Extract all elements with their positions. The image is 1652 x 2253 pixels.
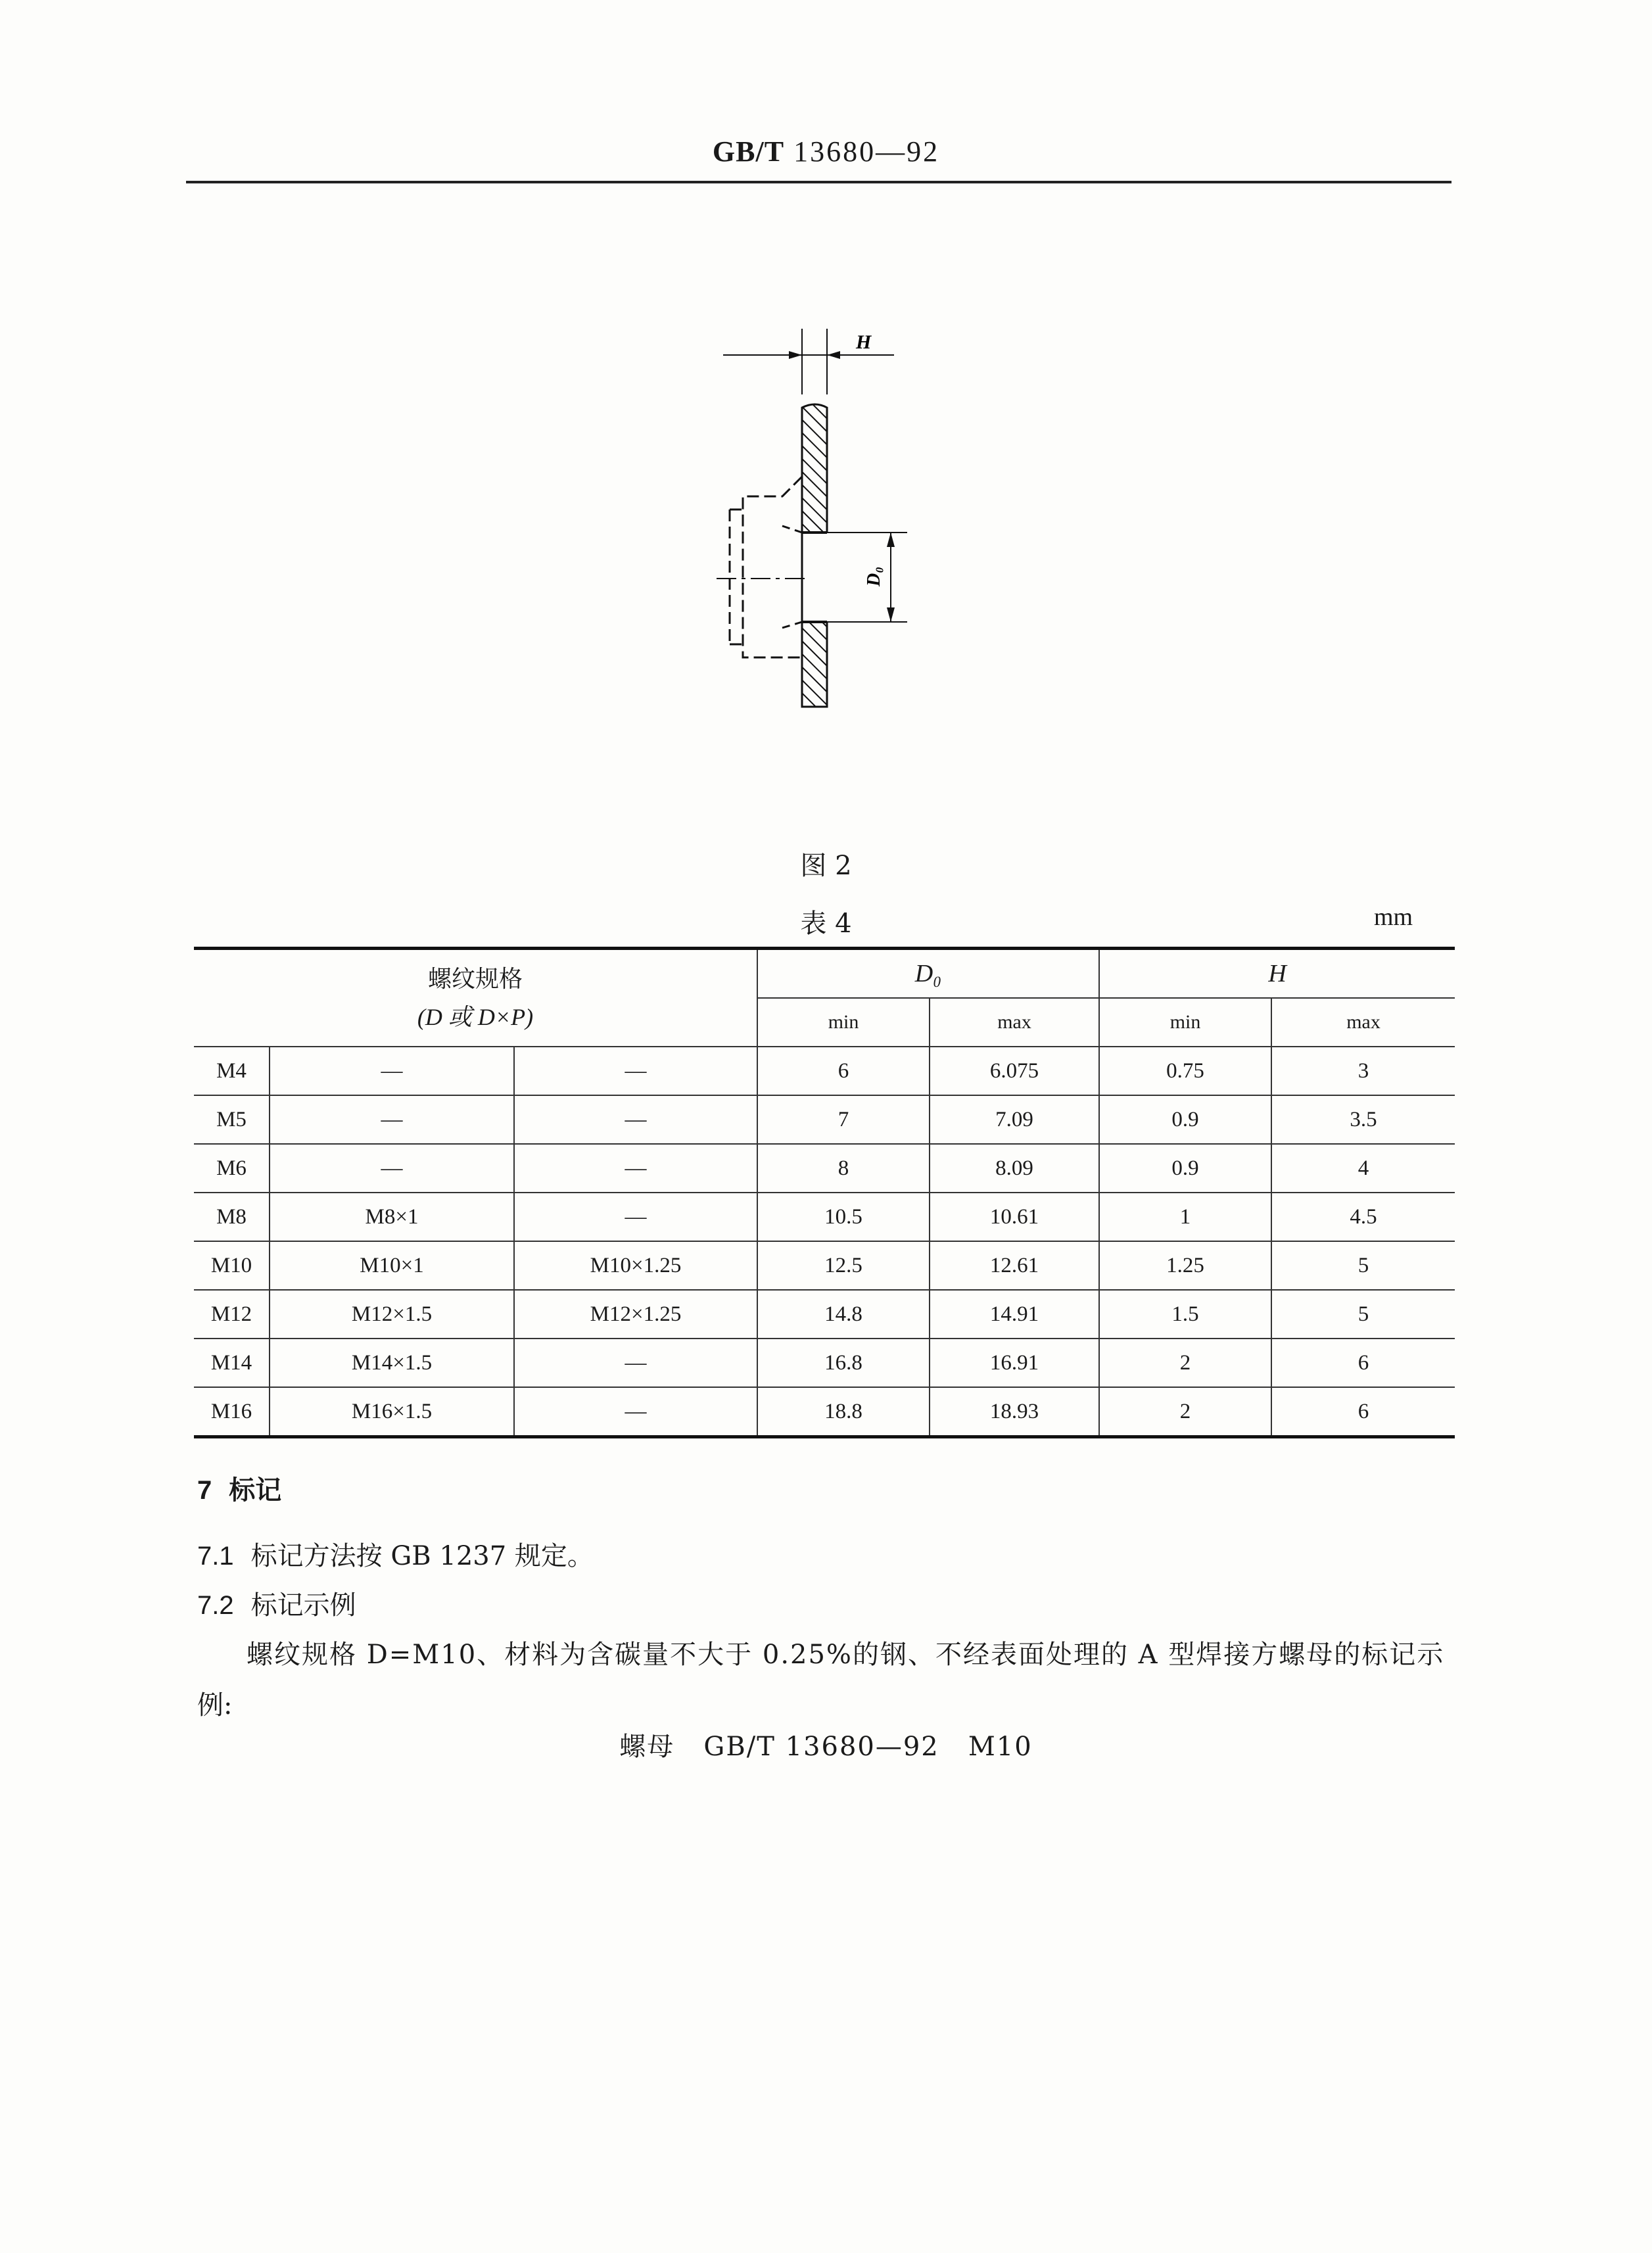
cell-d0-min: 16.8 [757, 1339, 930, 1387]
clause-7-2-number: 7.2 [197, 1591, 234, 1620]
cell-d0-min: 8 [757, 1144, 930, 1193]
table-row [194, 1047, 1455, 1095]
cell-h-max: 6 [1271, 1387, 1455, 1437]
cell-d: M12 [194, 1290, 270, 1339]
cell-h-min: 2 [1099, 1339, 1271, 1387]
table-row [194, 1193, 1455, 1241]
thread-spec-subtitle: (D 或 D×P) [417, 1004, 534, 1030]
spec-table [194, 947, 1455, 1438]
cell-d: M5 [194, 1095, 270, 1144]
cell-h-min: 1.25 [1099, 1241, 1271, 1290]
cell-h-min: 2 [1099, 1387, 1271, 1437]
label-d0: D₀ [864, 567, 884, 586]
cell-p2: — [514, 1387, 757, 1437]
cell-d0-max: 18.93 [930, 1387, 1099, 1437]
cell-d: M10 [194, 1241, 270, 1290]
cell-h-max: 3 [1271, 1047, 1455, 1095]
cell-d: M14 [194, 1339, 270, 1387]
cell-h-min: 0.9 [1099, 1095, 1271, 1144]
figure-caption: 图 2 [800, 851, 852, 881]
dim-h-arrow-left [789, 351, 802, 359]
cell-p2: M12×1.25 [514, 1290, 757, 1339]
table-row [194, 1387, 1455, 1437]
marking-example: 螺母 GB/T 13680—92 M10 [619, 1732, 1033, 1762]
cell-p2: — [514, 1095, 757, 1144]
cell-d: M4 [194, 1047, 270, 1095]
cell-p1: M14×1.5 [270, 1339, 514, 1387]
d0-min-header: min [757, 998, 930, 1047]
standard-number: 13680—92 [793, 135, 940, 168]
thread-spec-title: 螺纹规格 [428, 966, 523, 992]
cell-d0-min: 10.5 [757, 1193, 930, 1241]
cell-p2: — [514, 1339, 757, 1387]
table-row [194, 1290, 1455, 1339]
section-7-number: 7 [197, 1476, 212, 1505]
thread-spec-header [194, 949, 757, 1047]
label-h: H [856, 331, 872, 353]
cell-h-min: 1.5 [1099, 1290, 1271, 1339]
cell-d: M8 [194, 1193, 270, 1241]
d0-header: D₀ [757, 949, 1099, 999]
cell-h-max: 6 [1271, 1339, 1455, 1387]
cell-d0-min: 12.5 [757, 1241, 930, 1290]
section-7-title: 标记 [229, 1475, 282, 1506]
h-header: H [1099, 949, 1455, 999]
cell-d0-min: 6 [757, 1047, 930, 1095]
cell-d0-min: 7 [757, 1095, 930, 1144]
standard-prefix: GB/T [712, 135, 785, 168]
clause-7-1 [197, 1535, 594, 1573]
cell-p2: — [514, 1144, 757, 1193]
table-row [194, 1241, 1455, 1290]
cell-h-max: 4 [1271, 1144, 1455, 1193]
clause-7-2-text: 标记示例 [250, 1590, 356, 1621]
section-7-heading [197, 1469, 281, 1507]
figure-2-drawing [710, 316, 947, 736]
d0-max-header: max [930, 998, 1099, 1047]
cell-h-max: 3.5 [1271, 1095, 1455, 1144]
cell-p1: M10×1 [270, 1241, 514, 1290]
table-caption: 表 4 [800, 909, 852, 939]
cell-p1: M8×1 [270, 1193, 514, 1241]
cell-h-min: 1 [1099, 1193, 1271, 1241]
cell-h-min: 0.9 [1099, 1144, 1271, 1193]
cell-p1: M12×1.5 [270, 1290, 514, 1339]
table-row [194, 1144, 1455, 1193]
cell-d0-max: 14.91 [930, 1290, 1099, 1339]
cell-d0-max: 12.61 [930, 1241, 1099, 1290]
cell-d0-max: 16.91 [930, 1339, 1099, 1387]
cell-p1: — [270, 1047, 514, 1095]
clause-7-1-number: 7.1 [197, 1542, 234, 1571]
cell-p2: — [514, 1047, 757, 1095]
standard-header [0, 135, 1652, 168]
cell-d0-max: 10.61 [930, 1193, 1099, 1241]
cell-d: M6 [194, 1144, 270, 1193]
table-row [194, 1095, 1455, 1144]
cell-d0-min: 18.8 [757, 1387, 930, 1437]
nut-outline-dashed [743, 477, 802, 657]
cell-d0-max: 7.09 [930, 1095, 1099, 1144]
cell-d0-min: 14.8 [757, 1290, 930, 1339]
cell-h-max: 5 [1271, 1241, 1455, 1290]
cell-d0-max: 6.075 [930, 1047, 1099, 1095]
h-max-header: max [1271, 998, 1455, 1047]
cell-p2: M10×1.25 [514, 1241, 757, 1290]
cell-d0-max: 8.09 [930, 1144, 1099, 1193]
example-paragraph-line-2: 例: [197, 1690, 233, 1720]
cell-h-max: 5 [1271, 1290, 1455, 1339]
clause-7-2 [197, 1584, 356, 1622]
cell-p1: — [270, 1144, 514, 1193]
table-unit: mm [1374, 903, 1413, 931]
cell-p2: — [514, 1193, 757, 1241]
h-min-header: min [1099, 998, 1271, 1047]
cell-h-min: 0.75 [1099, 1047, 1271, 1095]
example-paragraph-line-1: 螺纹规格 D=M10、材料为含碳量不大于 0.25%的钢、不经表面处理的 A 型焊接方螺母的标记示 [247, 1640, 1445, 1670]
cell-p1: M16×1.5 [270, 1387, 514, 1437]
header-rule [186, 181, 1451, 183]
cell-p1: — [270, 1095, 514, 1144]
table-row [194, 1339, 1455, 1387]
hole-gap [799, 533, 830, 622]
cell-d: M16 [194, 1387, 270, 1437]
dim-h-arrow-right [827, 351, 840, 359]
clause-7-1-text: 标记方法按 GB 1237 规定。 [250, 1541, 594, 1571]
cell-h-max: 4.5 [1271, 1193, 1455, 1241]
